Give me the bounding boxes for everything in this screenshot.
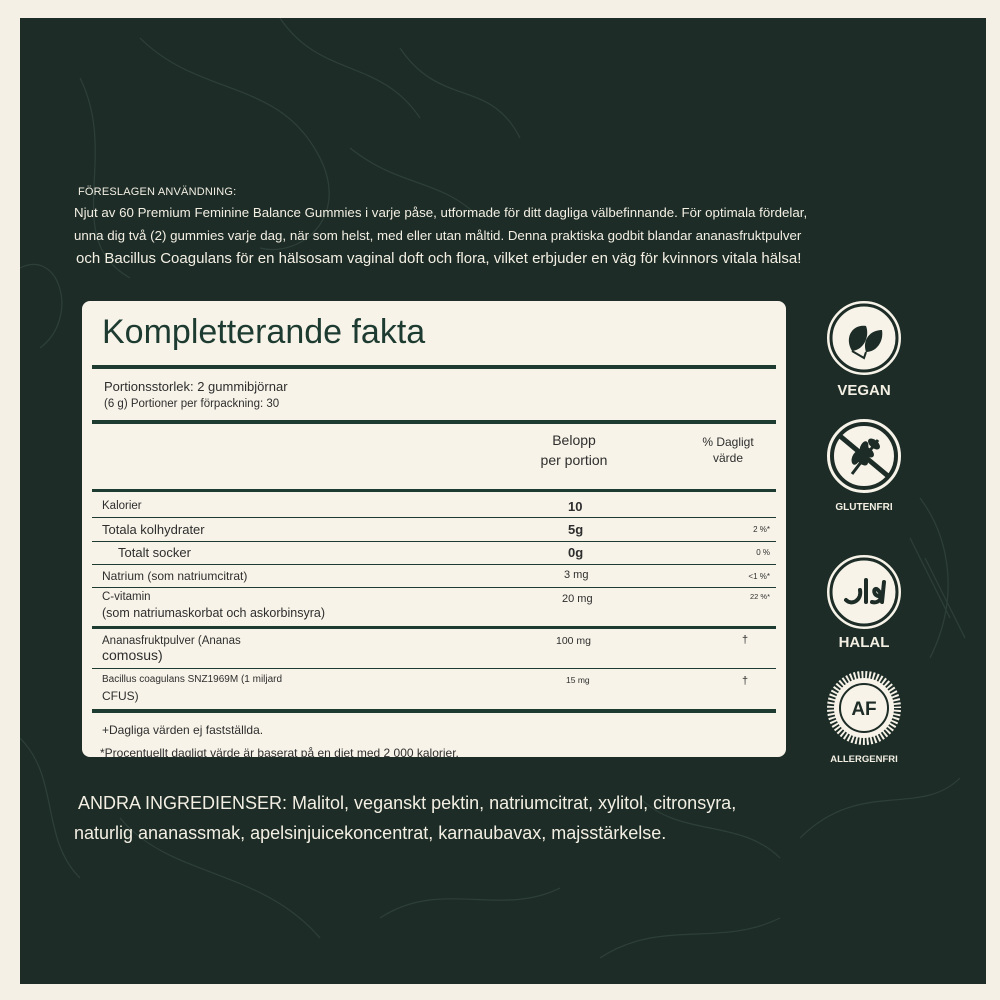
header-rule xyxy=(92,489,776,492)
vegan-leaf-icon xyxy=(822,296,906,380)
row-divider xyxy=(92,587,776,588)
usage-text xyxy=(74,204,954,273)
facts-title: Kompletterande fakta xyxy=(102,313,426,351)
row-label: Kalorier xyxy=(102,500,142,512)
halal-label: HALAL xyxy=(838,634,890,651)
row-divider xyxy=(92,517,776,518)
row-label: Natrium (som natriumcitrat) xyxy=(102,569,248,583)
gluten-free-label: GLUTENFRI xyxy=(835,502,893,513)
halal-icon xyxy=(822,550,906,634)
allergen-free-badge xyxy=(808,666,920,765)
other-ingredients-line: ANDRA INGREDIENSER: Malitol, veganskt pektin, natriumcitrat, xylitol, citronsyra, xyxy=(78,793,737,813)
row-amount: 5g xyxy=(568,522,584,537)
gluten-free-badge xyxy=(808,414,920,513)
row-label-cont: (som natriumaskorbat och askorbinsyra) xyxy=(102,606,325,620)
title-rule xyxy=(92,365,776,369)
product-panel xyxy=(20,18,986,984)
row-dv: 0 % xyxy=(756,548,770,557)
row-divider xyxy=(92,564,776,565)
row-label: C-vitamin xyxy=(102,591,151,603)
usage-line: unna dig två (2) gummies varje dag, när som helst, med eller utan måltid. Denna praktiska godbit blandar ananasfruktpulver xyxy=(74,228,802,243)
row-label-cont: CFUS) xyxy=(102,689,139,703)
other-ingredients xyxy=(74,788,736,848)
af-text: AF xyxy=(851,699,877,720)
other-ingredients-line: naturlig ananassmak, apelsinjuicekoncentrat, karnaubavax, majsstärkelse. xyxy=(74,823,667,843)
row-divider xyxy=(92,668,776,669)
row-dv: <1 %* xyxy=(748,572,770,581)
row-label: Totalt socker xyxy=(118,545,191,560)
row-label: Ananasfruktpulver (Ananas xyxy=(102,635,241,647)
row-amount: 100 mg xyxy=(556,635,592,647)
dv-header-line: värde xyxy=(712,451,744,465)
row-amount: 0g xyxy=(568,545,584,560)
usage-line: Njut av 60 Premium Feminine Balance Gummies i varje påse, utformade för ditt dagliga välbefinnande. För optimala fördelar, xyxy=(74,205,808,220)
row-label: Totala kolhydrater xyxy=(102,522,205,537)
footnote-dv: +Dagliga värden ej fastställda. xyxy=(102,723,264,737)
supplement-facts-card xyxy=(82,301,786,760)
vegan-badge xyxy=(808,296,920,399)
row-label: Bacillus coagulans SNZ1969M (1 miljard xyxy=(102,674,283,685)
usage-line: och Bacillus Coagulans för en hälsosam vaginal doft och flora, vilket erbjuder en väg för kvinnors vitala hälsa! xyxy=(76,250,802,267)
amount-header-line: Belopp xyxy=(552,432,596,448)
row-dv: † xyxy=(742,675,749,687)
row-divider-thick xyxy=(92,626,776,629)
row-amount: 20 mg xyxy=(562,593,593,605)
allergen-free-seal-icon xyxy=(822,666,906,750)
usage-title: FÖRESLAGEN ANVÄNDNING: xyxy=(78,186,237,198)
row-amount: 10 xyxy=(568,499,583,514)
row-divider xyxy=(92,541,776,542)
row-dv: † xyxy=(742,634,749,646)
no-wheat-icon xyxy=(822,414,906,498)
vegan-label: VEGAN xyxy=(837,382,891,399)
row-label-cont: comosus) xyxy=(102,647,163,663)
dv-header-line: % Dagligt xyxy=(702,435,754,449)
section-rule xyxy=(92,420,776,424)
row-amount: 15 mg xyxy=(566,675,590,685)
dv-header xyxy=(688,434,768,466)
serving-size: Portionsstorlek: 2 gummibjörnar xyxy=(104,379,288,394)
footnote-diet: *Procentuellt dagligt värde är baserat på en diet med 2 000 kalorier. xyxy=(100,746,459,760)
servings-per-pack: (6 g) Portioner per förpackning: 30 xyxy=(104,398,280,410)
allergen-free-label: ALLERGENFRI xyxy=(830,754,898,765)
row-dv: 2 %* xyxy=(753,525,770,534)
halal-badge xyxy=(808,550,920,651)
row-dv: 22 %* xyxy=(749,592,770,601)
row-amount: 3 mg xyxy=(564,569,589,581)
bottom-rule xyxy=(92,709,776,713)
amount-header xyxy=(514,430,634,470)
amount-header-line: per portion xyxy=(540,452,608,468)
